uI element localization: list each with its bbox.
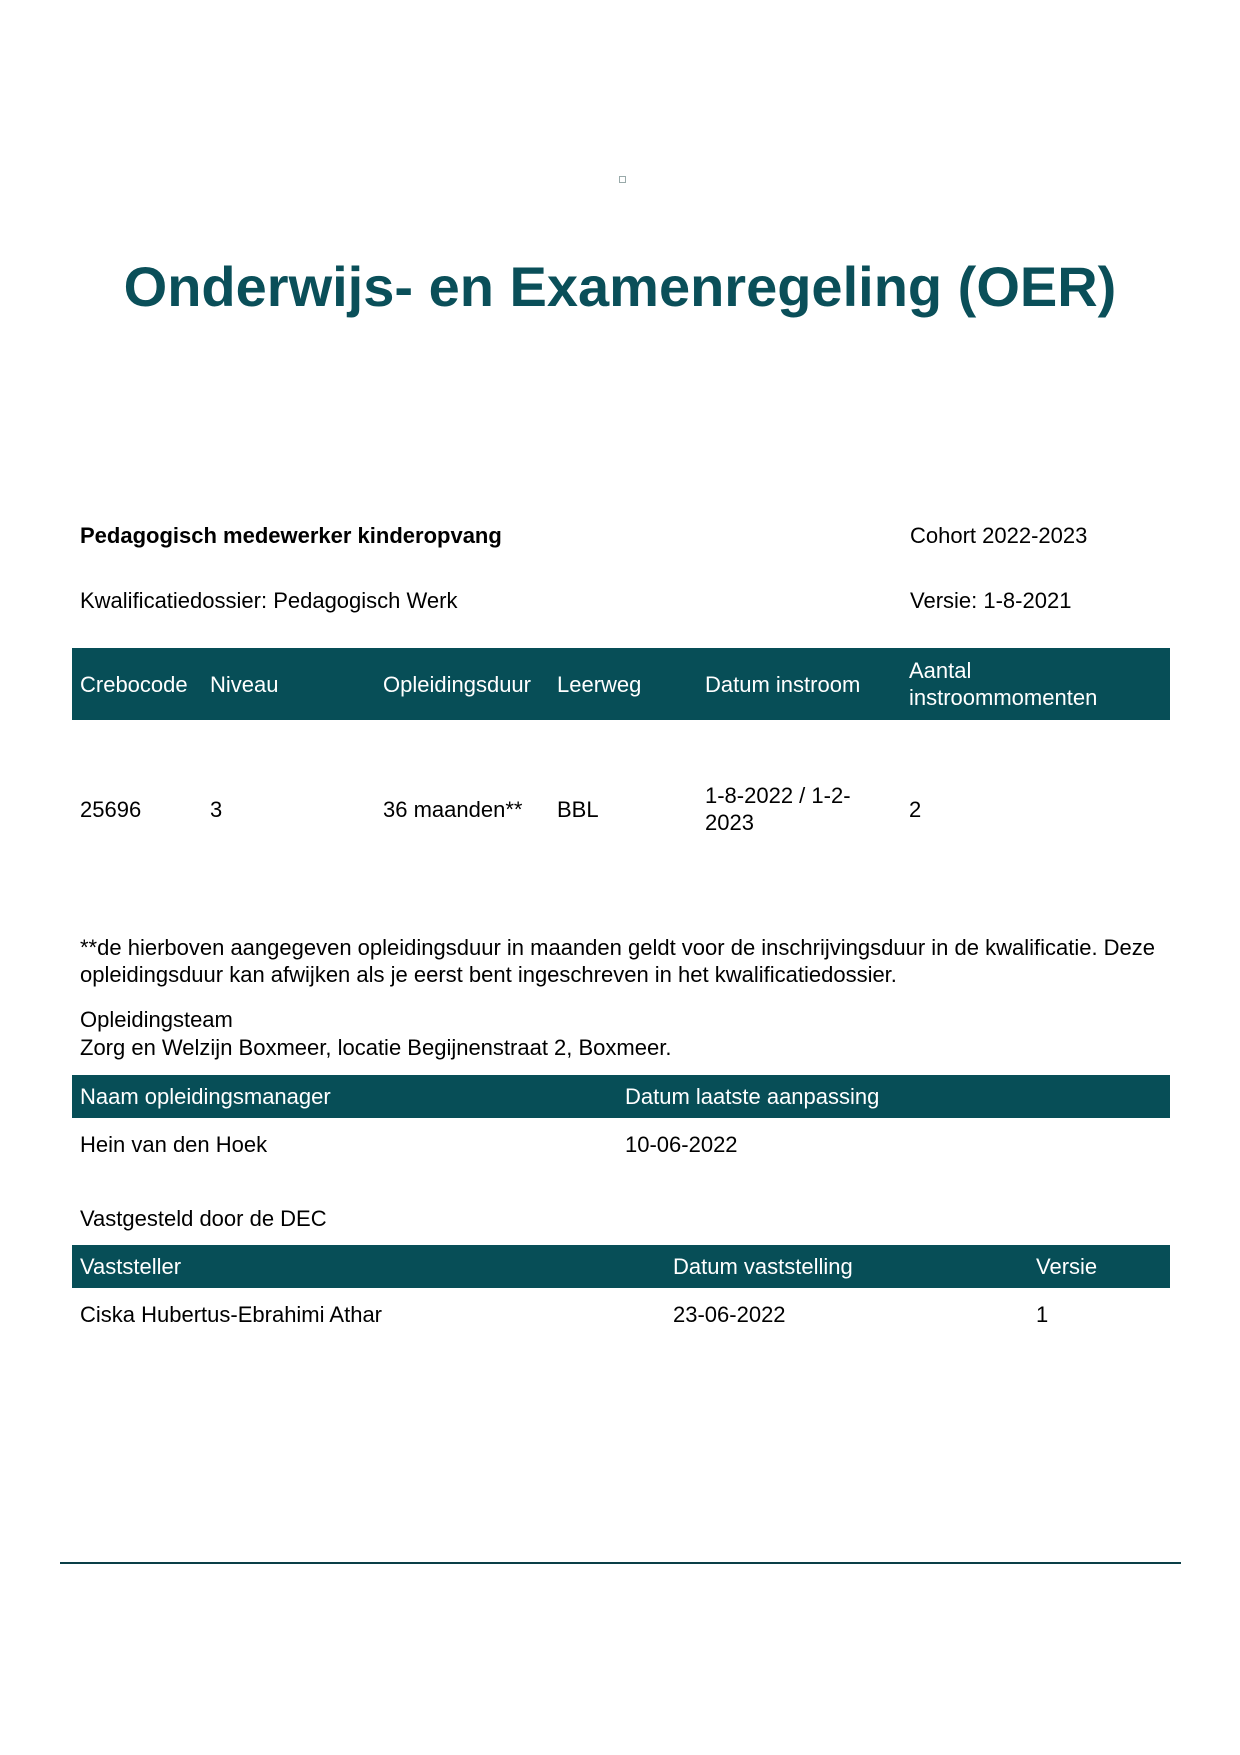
cohort-label: Cohort 2022-2023 [910, 523, 1088, 548]
dec-table-header [72, 1245, 1170, 1288]
placeholder-image-marker [619, 176, 626, 183]
header-crebocode: Crebocode [72, 648, 202, 720]
cell-opleidingsmanager: Hein van den Hoek [80, 1131, 268, 1157]
header-opleidingsduur: Opleidingsduur [375, 648, 549, 720]
team-name: Zorg en Welzijn Boxmeer, locatie Begijnenstraat 2, Boxmeer. [80, 1035, 672, 1060]
qualification-dossier: Kwalificatiedossier: Pedagogisch Werk [80, 588, 458, 613]
table-row [72, 1118, 1170, 1170]
cell-datum-laatste-aanpassing: 10-06-2022 [625, 1131, 738, 1157]
cell-aantal-instroommomenten: 2 [909, 796, 922, 822]
cell-versie: 1 [1036, 1301, 1049, 1327]
header-versie: Versie [1028, 1245, 1170, 1288]
program-table-header [72, 648, 1170, 720]
program-name: Pedagogisch medewerker kinderopvang [80, 523, 502, 548]
header-datum-laatste-aanpassing: Datum laatste aanpassing [617, 1075, 1170, 1118]
footnote: **de hierboven aangegeven opleidingsduur in maanden geldt voor de inschrijvingsduur in de kwalificatie. Deze opleidingsduur kan afwijken als je eerst bent ingeschreven in het kwalificatiedossier. [80, 935, 1156, 987]
dec-table [72, 1245, 1170, 1340]
cell-leerweg: BBL [557, 796, 599, 822]
team-label: Opleidingsteam [80, 1007, 233, 1032]
header-niveau: Niveau [202, 648, 375, 720]
manager-table-header [72, 1075, 1170, 1118]
cell-datum-vaststelling: 23-06-2022 [673, 1301, 786, 1327]
footer-divider [60, 1562, 1181, 1564]
version-label: Versie: 1-8-2021 [910, 588, 1072, 613]
table-row [72, 720, 1170, 898]
header-datum-instroom: Datum instroom [697, 648, 901, 720]
document-title: Onderwijs- en Examenregeling (OER) [123, 255, 1117, 318]
cell-crebocode: 25696 [80, 796, 142, 822]
table-row [72, 1288, 1170, 1340]
header-datum-vaststelling: Datum vaststelling [665, 1245, 1028, 1288]
header-naam-opleidingsmanager: Naam opleidingsmanager [72, 1075, 617, 1118]
dec-label: Vastgesteld door de DEC [80, 1206, 327, 1231]
header-vaststeller: Vaststeller [72, 1245, 665, 1288]
manager-table [72, 1075, 1170, 1170]
cell-opleidingsduur: 36 maanden** [383, 796, 523, 822]
program-table [72, 648, 1170, 898]
cell-vaststeller: Ciska Hubertus-Ebrahimi Athar [80, 1301, 383, 1327]
header-leerweg: Leerweg [549, 648, 697, 720]
header-aantal-instroommomenten: Aantal instroommomenten [901, 648, 1170, 720]
cell-niveau: 3 [210, 796, 223, 822]
cell-datum-instroom: 1-8-2022 / 1-2-2023 [705, 783, 851, 835]
